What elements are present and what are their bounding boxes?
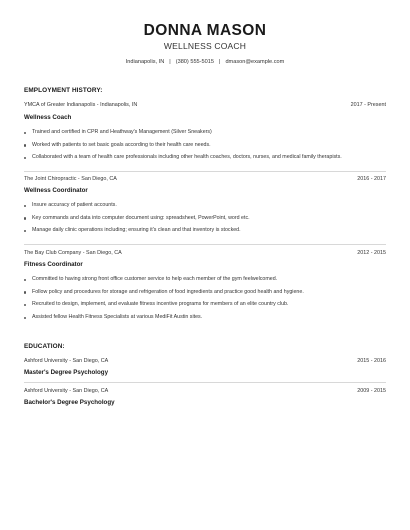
divider [24, 244, 386, 245]
contact-separator: | [218, 59, 221, 65]
job-org: The Bay Club Company - San Diego, CA [24, 250, 122, 256]
candidate-name: DONNA MASON [143, 22, 267, 39]
bullet-item: Worked with patients to set basic goals according to their health care needs. [24, 143, 384, 149]
divider [24, 382, 386, 383]
job-dates: 2017 - Present [350, 102, 386, 108]
bullet-item: Assisted fellow Health Fitness Specialists at various MediFit Austin sites. [24, 315, 384, 321]
contact-separator: | [169, 59, 171, 65]
bullet-item: Collaborated with a team of health care professionals including other health coaches, doctors, nurses, and medical family therapists. [24, 155, 384, 161]
bullet-item: Trained and certified in CPR and Heathway's Management (Silver Sneakers) [24, 130, 384, 136]
edu-school-line [24, 388, 386, 394]
bullet-item: Manage daily clinic operations including; ensuring it's clean and that inventory is stocked. [24, 228, 384, 234]
edu-dates: 2009 - 2015 [357, 388, 386, 394]
candidate-title: WELLNESS COACH [163, 41, 247, 51]
job-title: Fitness Coordinator [24, 261, 83, 268]
job-org-line [24, 176, 386, 182]
job-bullets [24, 203, 384, 234]
edu-dates: 2015 - 2016 [357, 358, 386, 364]
bullet-item: Follow policy and procedures for storage and refrigeration of food ingredients and practice good health and hygiene. [24, 290, 384, 296]
edu-school: Ashford University - San Diego, CA [24, 358, 109, 364]
job-org-line [24, 102, 386, 108]
bullet-item: Recruited to design, implement, and evaluate fitness incentive programs for members of an elite country club. [24, 302, 384, 308]
contact-phone: (380) 555-5015 [175, 59, 214, 65]
employment-heading: EMPLOYMENT HISTORY: [24, 87, 103, 94]
job-title: Wellness Coach [24, 114, 72, 121]
job-bullets [24, 277, 384, 320]
edu-degree: Master's Degree Psychology [24, 369, 109, 376]
job-bullets [24, 130, 384, 161]
edu-school-line [24, 358, 386, 364]
bullet-item: Insure accuracy of patient accounts. [24, 203, 384, 209]
contact-line [0, 59, 410, 65]
bullet-item: Key commands and data into computer document using: spreadsheet, PowerPoint, word etc. [24, 216, 384, 222]
job-dates: 2012 - 2015 [357, 250, 386, 256]
contact-email: dmason@example.com [225, 59, 285, 65]
job-org: The Joint Chiropractic - San Diego, CA [24, 176, 117, 182]
job-dates: 2016 - 2017 [357, 176, 386, 182]
divider [24, 171, 386, 172]
job-org: YMCA of Greater Indianapolis - Indianapolis, IN [24, 102, 138, 108]
bullet-item: Committed to having strong front office customer service to help each member of the gym feelwelcomed. [24, 277, 384, 283]
contact-location: Indianapolis, IN [125, 59, 165, 65]
edu-school: Ashford University - San Diego, CA [24, 388, 109, 394]
education-heading: EDUCATION: [24, 343, 65, 350]
job-org-line [24, 250, 386, 256]
edu-degree: Bachelor's Degree Psychology [24, 399, 115, 406]
job-title: Wellness Coordinator [24, 187, 88, 194]
